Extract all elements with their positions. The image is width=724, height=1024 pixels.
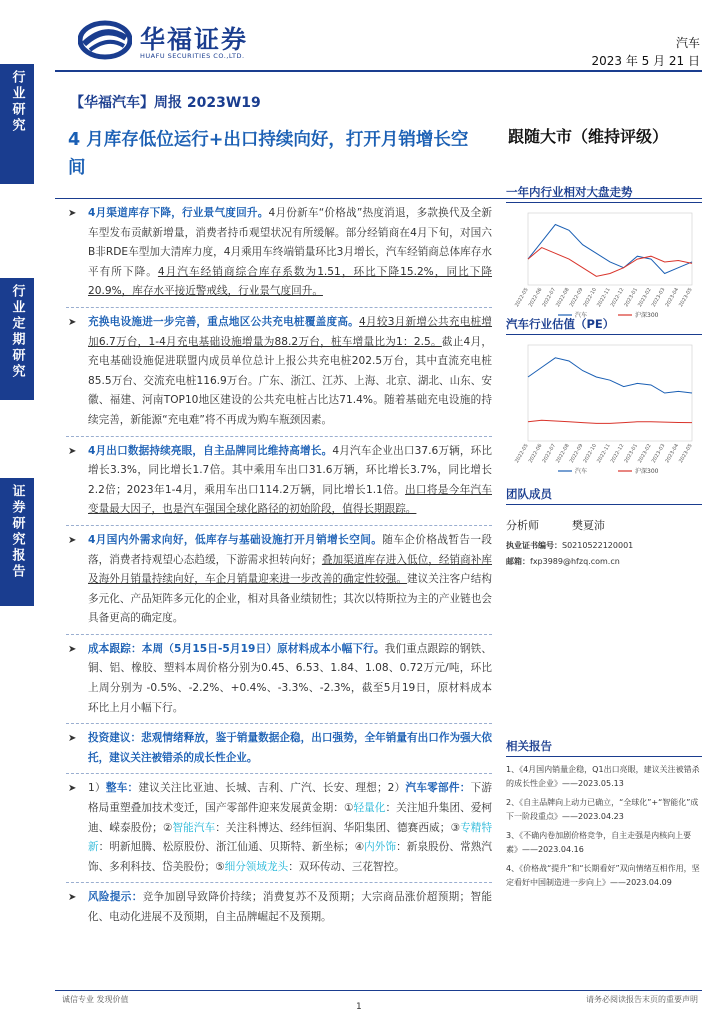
side-tab-periodic-research: 行业定期研究 [0, 278, 34, 400]
x-tick-label: 2022-12 [609, 287, 626, 309]
x-tick-label: 2023-01 [623, 443, 640, 465]
chart1-svg [506, 203, 702, 321]
email-row: 邮箱：fxp3989@hfzq.com.cn [506, 557, 620, 566]
arrow-bullet-icon: ➤ [68, 316, 77, 328]
related-report-link[interactable]: 4、《价格战“提升”和“长期看好”双向情绪互相作用，坚定看好中国制造进一步向上》——2023.04.09 [506, 864, 700, 887]
x-tick-label: 2023-01 [623, 287, 640, 309]
x-tick-label: 2022-08 [555, 287, 571, 309]
list-item: ➤ 4月国内外需求向好，低库存与基础设施打开月销增长空间。随车企价格战暂告一段落，消费者持观望心态趋缓，下游需求担转向好；叠加渠道库存进入低位，经销商补库及海外月销量持续向好，车企月销量迎来进一步改善的确定性较强。建议关注客户结构多元化、产品矩阵多元化的企业，相对具备业绩韧性；其次以特斯拉为主的产业链也会具备更高的确定度。 [66, 531, 492, 629]
logo-chinese-name: 华福证券 [140, 25, 249, 54]
arrow-bullet-icon: ➤ [68, 643, 77, 655]
chart1-panel [506, 184, 702, 325]
rating: 跟随大市（维持评级） [508, 127, 669, 146]
series-line [528, 420, 692, 423]
divider [66, 436, 492, 437]
list-item: ➤ 充换电设施进一步完善，重点地区公共充电桩覆盖度高。4月较3月新增公共充电桩增加6.7万台，1-4月充电基础设施增量为88.2万台，桩车增量比为1：2.5。截止4月，充电基础设施促进联盟内成员单位总计上报公共充电桩202.5万台，其中直流充电桩85.5万台、交流充电桩116.9万台。广东、浙江、江苏、上海、北京、湖北、山东、安徽、福建、河南TOP10地区建设的公共充电桩占比达71.4%。随着基础充电设施的持续完善，新能源“充电难”将不再成为购车瓶颈因素。 [66, 313, 492, 431]
arrow-bullet-icon: ➤ [68, 733, 77, 745]
divider [66, 525, 492, 526]
header-industry: 汽车 [675, 36, 700, 50]
page-title: 4 月库存低位运行+出口持续向好，打开月销增长空间 [68, 130, 469, 178]
arrow-bullet-icon: ➤ [68, 445, 77, 457]
analyst-name: 樊夏沛 [572, 519, 605, 532]
x-tick-label: 2022-05 [514, 287, 530, 309]
x-tick-label: 2022-12 [609, 443, 626, 465]
series-line [528, 358, 692, 393]
x-tick-label: 2023-02 [637, 443, 653, 465]
chart2-svg [506, 335, 702, 477]
related-panel [506, 738, 702, 889]
x-tick-label: 2022-10 [582, 443, 599, 465]
list-item: ➤ 4月渠道库存下降，行业景气度回升。4月份新车“价格战”热度消退，多款换代及全新车型发布贡献新增量，消费者持币观望状况有所缓解。部分经销商在4月下旬，对国六B非RDE车型加大清库力度，4月乘用车终端销量环比3月增长，汽车经销商总体库存水平有所下降。4月汽车经销商综合库存系数为1.51，环比下降15.2%，同比下降20.9%，库存水平接近警戒线，行业景气度回升。 [66, 204, 492, 302]
related-report-link[interactable]: 2、《自主品牌向上动力已确立，“全球化”+“智能化”成下一阶段重点》——2023.04.23 [506, 798, 699, 821]
x-tick-label: 2022-11 [596, 443, 612, 465]
arrow-bullet-icon: ➤ [68, 892, 77, 904]
footer-rule [55, 990, 702, 991]
x-tick-label: 2022-07 [541, 443, 558, 465]
team-title: 团队成员 [506, 486, 702, 505]
x-tick-label: 2022-08 [555, 443, 571, 465]
analyst-role: 分析师 [506, 519, 539, 532]
x-tick-label: 2022-11 [596, 287, 612, 309]
legend-label: 沪深300 [635, 312, 659, 319]
x-tick-label: 2022-10 [582, 287, 599, 309]
list-item: ➤ 4月出口数据持续亮眼，自主品牌同比维持高增长。4月汽车企业出口37.6万辆，环比增长3.3%，同比增长1.7倍。其中乘用车出口31.6万辆，环比增长3.7%，同比增长2.2倍；2023年1-4月，乘用车出口114.2万辆，同比增长1.1倍。出口将是今年汽车变量最大因子，也是汽车强国全球化路径的初始阶段，值得长期跟踪。 [66, 442, 492, 520]
x-tick-label: 2023-04 [664, 287, 681, 309]
footer-slogan: 诚信专业 发现价值 [62, 995, 129, 1004]
related-title: 相关报告 [506, 738, 702, 757]
related-report-link[interactable]: 3、《不确内卷加剧价格竞争，自主走强是内核向上要素》——2023.04.16 [506, 831, 692, 854]
divider [66, 307, 492, 308]
legend-label: 汽车 [575, 312, 588, 319]
divider [66, 773, 492, 774]
analyst-email[interactable]: fxp3989@hfzq.com.cn [530, 557, 620, 566]
x-tick-label: 2023-02 [637, 287, 653, 309]
chart1-title: 一年内行业相对大盘走势 [506, 184, 702, 203]
arrow-bullet-icon: ➤ [68, 208, 77, 219]
x-tick-label: 2022-09 [568, 443, 585, 465]
chart2-title: 汽车行业估值（PE） [506, 316, 702, 335]
report-tag: 【华福汽车】周报 2023W19 [70, 95, 261, 111]
divider [66, 882, 492, 883]
related-report-link[interactable]: 1、《4月国内销量企稳，Q1出口亮眼，建议关注被错杀的成长性企业》——2023.05.13 [506, 765, 700, 788]
license-number: S0210522120001 [562, 541, 634, 550]
side-tab-securities-report: 证券研究报告 [0, 478, 34, 606]
page-number: 1 [356, 1002, 362, 1012]
header-date: 2023 年 5 月 21 日 [591, 54, 700, 68]
analyst-row [506, 517, 702, 533]
x-tick-label: 2022-05 [514, 443, 530, 465]
x-tick-label: 2023-03 [650, 443, 667, 465]
team-panel [506, 486, 702, 569]
divider [66, 634, 492, 635]
series-line [528, 225, 692, 274]
arrow-bullet-icon: ➤ [68, 783, 77, 795]
x-tick-label: 2023-04 [664, 443, 681, 465]
side-tab-industry-research: 行业研究 [0, 64, 34, 184]
plot-frame [528, 213, 692, 285]
arrow-bullet-icon: ➤ [68, 534, 77, 546]
list-item: ➤ 1）整车：建议关注比亚迪、长城、吉利、广汽、长安、理想；2）汽车零部件：下游格局重塑叠加技术变迁，国产零部件迎来发展黄金期：①轻量化：关注旭升集团、爱柯迪、嵘泰股份；②智能汽车：关注科博达、经纬恒润、华阳集团、德赛西威；③专精特新：明新旭腾、松原股份、浙江仙通、贝斯特、新坐标；④内外饰：新泉股份、常熟汽饰、多利科技、岱美股份；⑤细分领域龙头：双环传动、三花智控。 [66, 779, 492, 877]
legend-label: 沪深300 [635, 468, 659, 475]
license-row: 执业证书编号：S0210522120001 [506, 541, 634, 550]
header-rule [55, 70, 702, 72]
x-tick-label: 2022-09 [568, 287, 585, 309]
x-tick-label: 2022-06 [527, 287, 544, 309]
huafu-logo-icon [78, 20, 132, 60]
list-item: ➤ 成本跟踪：本周（5月15日-5月19日）原材料成本小幅下行。我们重点跟踪的钢铁、铜、铝、橡胶、塑料本周价格分别为0.45、6.53、1.84、1.08、0.72万元/吨，环比上周分别为 -0.5%、-2.2%、+0.4%、-3.3%、-2.3%，截至5月19日，原材料成本环比上月小幅下行。 [66, 640, 492, 718]
x-tick-label: 2023-03 [650, 287, 667, 309]
x-tick-label: 2023-05 [678, 443, 694, 465]
list-item: ➤ 风险提示：竞争加剧导致降价持续；消费复苏不及预期；大宗商品涨价超预期；智能化、电动化进展不及预期，自主品牌崛起不及预期。 [66, 888, 492, 927]
list-item: ➤ 投资建议：悲观情绪释放，鉴于销量数据企稳，出口强势，全年销量有出口作为强大依托，建议关注被错杀的成长性企业。 [66, 729, 492, 768]
main-content [66, 204, 492, 928]
chart2-panel [506, 316, 702, 481]
footer-disclaimer: 请务必阅读报告末页的重要声明 [586, 995, 698, 1004]
x-tick-label: 2022-06 [527, 443, 544, 465]
legend-label: 汽车 [575, 468, 588, 475]
x-tick-label: 2023-05 [678, 287, 694, 309]
logo-english-name: HUAFU SECURITIES CO.,LTD. [140, 52, 245, 60]
company-logo [78, 20, 258, 62]
x-tick-label: 2022-07 [541, 287, 558, 309]
divider [66, 723, 492, 724]
